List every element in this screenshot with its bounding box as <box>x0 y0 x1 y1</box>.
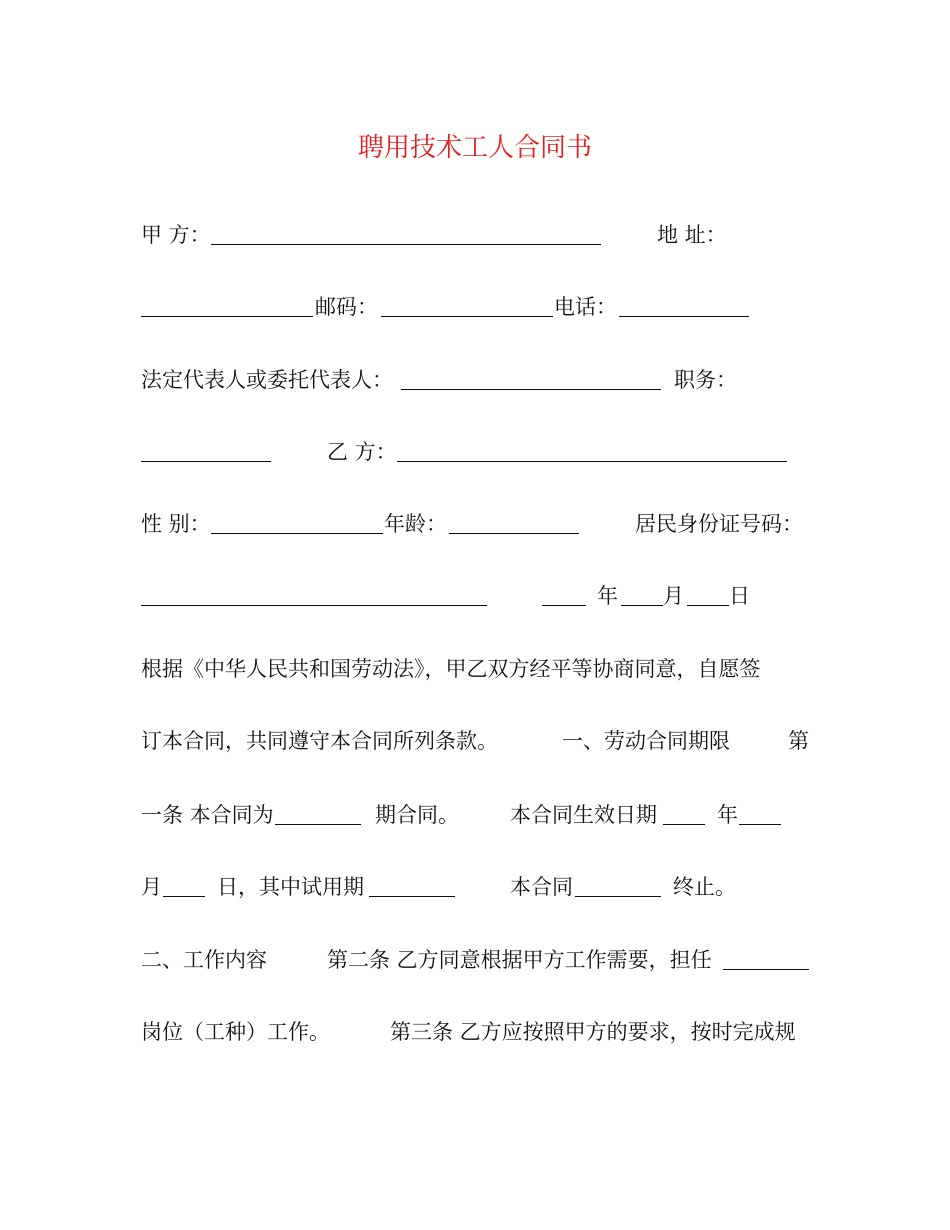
effective-year-blank[interactable] <box>663 824 705 825</box>
line-work-content <box>141 942 811 978</box>
line-preamble-2 <box>141 723 811 759</box>
preamble-text-2: 订本合同，共同遵守本合同所列条款。 <box>141 729 498 753</box>
age-blank[interactable] <box>449 533 579 534</box>
article-1-text: 一条 本合同为 <box>141 803 274 827</box>
document-title: 聘用技术工人合同书 <box>357 133 592 163</box>
termination-suffix: 终止。 <box>673 875 736 899</box>
line-postcode-phone <box>141 289 811 325</box>
line-article-3 <box>141 1014 811 1050</box>
date-day-blank[interactable] <box>687 605 729 606</box>
position-label: 职务： <box>674 368 737 392</box>
article-1-prefix: 第 <box>788 729 809 753</box>
gender-blank[interactable] <box>211 533 383 534</box>
postcode-label: 邮码： <box>315 295 378 319</box>
party-b-label: 乙 方： <box>327 440 397 464</box>
gender-label: 性 别： <box>141 512 211 536</box>
address-label: 地 址： <box>657 223 727 247</box>
section-1-heading: 一、劳动合同期限 <box>562 729 730 753</box>
representative-label: 法定代表人或委托代表人： <box>141 368 393 392</box>
id-number-blank[interactable] <box>141 605 487 606</box>
effective-date-label: 本合同生效日期 <box>510 803 657 827</box>
contract-type-suffix: 期合同。 <box>375 803 459 827</box>
effective-year-label: 年 <box>717 803 738 827</box>
position-blank[interactable] <box>141 461 271 462</box>
effective-month-blank[interactable] <box>739 824 781 825</box>
line-probation <box>141 869 811 905</box>
line-gender-age-id <box>141 506 811 542</box>
termination-blank[interactable] <box>575 896 661 897</box>
job-title-blank[interactable] <box>723 969 809 970</box>
article-3-text: 第三条 乙方应按照甲方的要求，按时完成规 <box>390 1020 796 1044</box>
effective-month-label: 月 <box>141 875 162 899</box>
line-id-date <box>141 578 811 614</box>
representative-blank[interactable] <box>401 389 661 390</box>
line-party-b <box>141 434 811 470</box>
contract-type-blank[interactable] <box>275 824 361 825</box>
date-day-label: 日 <box>729 584 750 608</box>
phone-blank[interactable] <box>619 316 749 317</box>
date-year-label: 年 <box>597 584 618 608</box>
address-blank[interactable] <box>141 316 313 317</box>
party-a-label: 甲 方： <box>141 223 211 247</box>
date-month-blank[interactable] <box>621 605 663 606</box>
article-2-text: 第二条 乙方同意根据甲方工作需要，担任 <box>327 948 712 972</box>
probation-blank[interactable] <box>369 896 455 897</box>
section-2-heading: 二、工作内容 <box>141 948 267 972</box>
line-preamble-1 <box>141 651 811 687</box>
party-b-blank[interactable] <box>397 461 787 462</box>
date-month-label: 月 <box>663 584 684 608</box>
effective-day-blank[interactable] <box>163 896 205 897</box>
id-number-label: 居民身份证号码： <box>635 512 803 536</box>
preamble-text-1: 根据《中华人民共和国劳动法》，甲乙双方经平等协商同意，自愿签 <box>141 657 761 681</box>
termination-label: 本合同 <box>510 875 573 899</box>
postcode-blank[interactable] <box>381 316 553 317</box>
line-representative <box>141 362 811 398</box>
phone-label: 电话： <box>554 295 617 319</box>
line-party-a <box>141 217 811 253</box>
party-a-blank[interactable] <box>211 244 601 245</box>
age-label: 年龄： <box>384 512 447 536</box>
job-title-suffix: 岗位（工种）工作。 <box>141 1020 330 1044</box>
probation-label: 日，其中试用期 <box>217 875 364 899</box>
line-article-1 <box>141 797 811 833</box>
date-year-blank[interactable] <box>542 605 586 606</box>
